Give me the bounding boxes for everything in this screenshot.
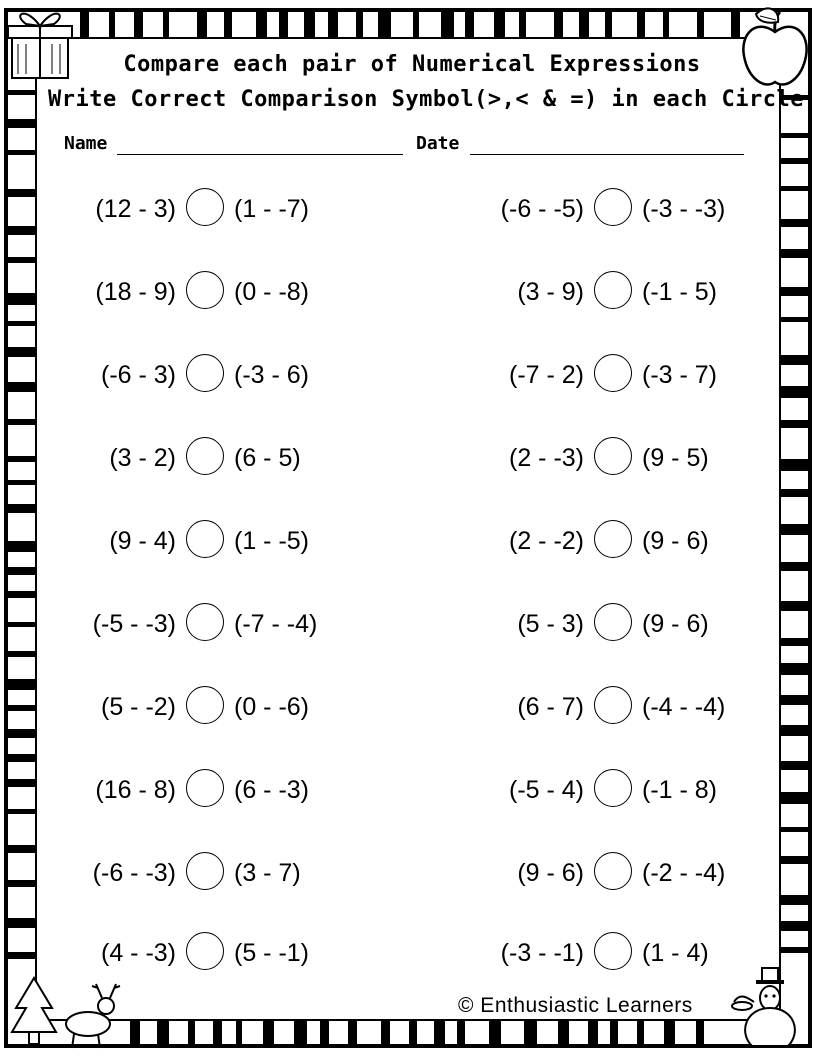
- border-stripe: [263, 1021, 274, 1044]
- left-expression: (5 - -2): [101, 693, 176, 721]
- answer-circle[interactable]: [594, 686, 632, 724]
- border-stripe: [236, 1021, 242, 1044]
- right-expression: (0 - -6): [234, 693, 309, 721]
- border-stripe: [781, 663, 808, 675]
- border-stripe: [781, 638, 808, 646]
- border-stripe: [294, 1021, 307, 1044]
- border-stripe: [381, 1021, 390, 1044]
- border-stripe: [637, 1021, 644, 1044]
- answer-circle[interactable]: [594, 271, 632, 309]
- border-stripe: [605, 12, 612, 37]
- border-stripe: [356, 12, 363, 37]
- answer-circle[interactable]: [594, 932, 632, 970]
- border-stripe: [494, 12, 505, 37]
- right-expression: (0 - -8): [234, 278, 309, 306]
- name-field[interactable]: [117, 154, 403, 155]
- problem-item: [60, 686, 360, 728]
- border-stripe: [781, 695, 808, 705]
- border-stripe: [663, 12, 669, 37]
- border-stripe: [130, 1021, 140, 1044]
- border-stripe: [8, 622, 35, 627]
- border-stripe: [279, 12, 288, 37]
- left-expression: (-6 - -5): [500, 195, 584, 223]
- border-stripe: [197, 12, 207, 37]
- border-stripe: [134, 12, 143, 37]
- border-stripe: [781, 459, 808, 471]
- right-expression: (-3 - 6): [234, 361, 309, 389]
- border-stripe: [8, 119, 35, 128]
- right-expression: (-4 - -4): [642, 693, 726, 721]
- border-stripe: [8, 293, 35, 305]
- problem-item: [60, 852, 360, 894]
- left-expression: (16 - 8): [95, 776, 176, 804]
- problem-item: [420, 686, 760, 728]
- left-expression: (5 - 3): [517, 610, 584, 638]
- answer-circle[interactable]: [186, 520, 224, 558]
- answer-circle[interactable]: [594, 188, 632, 226]
- border-stripe: [8, 541, 35, 552]
- border-stripe: [8, 880, 35, 887]
- border-stripe: [489, 1021, 501, 1044]
- left-expression: (2 - -2): [509, 527, 584, 555]
- border-stripe: [8, 729, 35, 738]
- border-stripe: [8, 809, 35, 814]
- answer-circle[interactable]: [186, 932, 224, 970]
- answer-circle[interactable]: [186, 354, 224, 392]
- border-stripe: [637, 12, 645, 37]
- border-stripe: [781, 921, 808, 931]
- right-expression: (6 - -3): [234, 776, 309, 804]
- date-label: Date: [416, 133, 460, 154]
- problem-item: [420, 188, 760, 230]
- border-stripe: [457, 1021, 465, 1044]
- right-expression: (1 - 4): [642, 939, 709, 967]
- border-stripe: [781, 158, 808, 164]
- border-stripe: [781, 355, 808, 365]
- border-stripe: [320, 1021, 329, 1044]
- border-stripe: [588, 1021, 598, 1044]
- border-stripe: [8, 226, 35, 235]
- border-stripe: [8, 150, 35, 155]
- right-expression: (9 - 6): [642, 527, 709, 555]
- left-expression: (-6 - -3): [92, 859, 176, 887]
- border-stripe: [610, 1021, 618, 1044]
- border-stripe: [781, 249, 808, 258]
- problem-item: [420, 932, 760, 974]
- right-expression: (-3 - 7): [642, 361, 717, 389]
- border-stripe: [781, 895, 808, 905]
- border-stripe: [8, 257, 35, 263]
- problem-item: [420, 769, 760, 811]
- answer-circle[interactable]: [594, 354, 632, 392]
- border-stripe: [781, 725, 808, 736]
- border-stripe: [8, 845, 35, 853]
- name-label: Name: [64, 133, 108, 154]
- border-stripe: [256, 12, 267, 37]
- border-stripe: [8, 382, 35, 392]
- apple-icon: [736, 4, 814, 92]
- answer-circle[interactable]: [186, 603, 224, 641]
- border-stripe: [8, 918, 35, 928]
- border-stripe: [224, 12, 232, 37]
- border-stripe: [109, 12, 115, 37]
- problem-item: [60, 271, 360, 313]
- problem-item: [420, 520, 760, 562]
- problem-item: [60, 769, 360, 811]
- border-stripe: [163, 12, 169, 37]
- border-stripe: [8, 779, 35, 787]
- border-stripe: [781, 219, 808, 227]
- border-stripe: [8, 591, 35, 598]
- date-field[interactable]: [470, 154, 744, 155]
- right-expression: (-2 - -4): [642, 859, 726, 887]
- border-stripe: [781, 947, 808, 953]
- copyright-text: © Enthusiastic Learners: [458, 994, 693, 1017]
- border-stripe: [519, 12, 526, 37]
- border-stripe: [781, 420, 808, 428]
- answer-circle[interactable]: [594, 520, 632, 558]
- border-stripe: [213, 1021, 222, 1044]
- border-stripe: [8, 189, 35, 197]
- right-expression: (-7 - -4): [234, 610, 318, 638]
- border-stripe: [664, 1021, 675, 1044]
- border-stripe: [781, 489, 808, 497]
- title-line-1: Compare each pair of Numerical Expressions: [123, 52, 701, 77]
- border-stripe: [157, 1021, 169, 1044]
- title-line-2: Write Correct Comparison Symbol(>,< & =) in each Circle: [48, 87, 804, 112]
- border-stripe: [781, 761, 808, 770]
- left-expression: (4 - -3): [101, 939, 176, 967]
- border-stripe: [8, 504, 35, 513]
- left-expression: (-6 - 3): [101, 361, 176, 389]
- border-stripe: [781, 317, 808, 322]
- right-expression: (9 - 5): [642, 444, 709, 472]
- problem-item: [420, 437, 760, 479]
- right-expression: (1 - -7): [234, 195, 309, 223]
- border-stripe: [8, 347, 35, 357]
- border-stripe: [8, 321, 35, 326]
- border-stripe: [697, 12, 704, 37]
- right-expression: (-3 - -3): [642, 195, 726, 223]
- problem-item: [60, 188, 360, 230]
- right-expression: (5 - -1): [234, 939, 309, 967]
- left-expression: (-3 - -1): [500, 939, 584, 967]
- problem-item: [420, 603, 760, 645]
- border-stripe: [781, 524, 808, 535]
- answer-circle[interactable]: [186, 686, 224, 724]
- left-expression: (3 - 2): [109, 444, 176, 472]
- left-expression: (6 - 7): [517, 693, 584, 721]
- left-expression: (-7 - 2): [509, 361, 584, 389]
- border-stripe: [8, 952, 35, 959]
- answer-circle[interactable]: [594, 437, 632, 475]
- problem-item: [420, 354, 760, 396]
- border-stripe: [465, 12, 474, 37]
- left-expression: (9 - 6): [517, 859, 584, 887]
- border-stripe: [348, 1021, 357, 1044]
- border-stripe: [8, 567, 35, 575]
- problem-item: [60, 354, 360, 396]
- border-stripe: [781, 386, 808, 398]
- left-expression: (-5 - -3): [92, 610, 176, 638]
- left-expression: (18 - 9): [95, 278, 176, 306]
- border-stripe: [8, 480, 35, 485]
- border-stripe: [304, 12, 315, 37]
- answer-circle[interactable]: [594, 603, 632, 641]
- answer-circle[interactable]: [594, 852, 632, 890]
- border-stripe: [696, 1021, 704, 1044]
- border-stripe: [434, 1021, 445, 1044]
- right-expression: (6 - 5): [234, 444, 301, 472]
- left-expression: (-5 - 4): [509, 776, 584, 804]
- problem-item: [60, 520, 360, 562]
- right-expression: (1 - -5): [234, 527, 309, 555]
- answer-circle[interactable]: [186, 437, 224, 475]
- problem-item: [60, 932, 360, 974]
- border-stripe: [781, 287, 808, 296]
- border-stripe: [524, 1021, 537, 1044]
- border-stripe: [781, 133, 808, 138]
- right-expression: (3 - 7): [234, 859, 301, 887]
- border-stripe: [8, 651, 35, 657]
- border-stripe: [579, 12, 589, 37]
- border-stripe: [8, 754, 35, 762]
- left-expression: (9 - 4): [109, 527, 176, 555]
- problem-item: [420, 271, 760, 313]
- right-expression: (-1 - 5): [642, 278, 717, 306]
- border-stripe: [554, 12, 563, 37]
- problem-item: [60, 603, 360, 645]
- left-expression: (3 - 9): [517, 278, 584, 306]
- border-stripe: [781, 601, 808, 611]
- border-stripe: [328, 12, 338, 37]
- border-stripe: [781, 856, 808, 864]
- problem-item: [60, 437, 360, 479]
- border-stripe: [8, 419, 35, 425]
- border-stripe: [413, 12, 419, 37]
- border-stripe: [781, 562, 808, 571]
- right-expression: (9 - 6): [642, 610, 709, 638]
- border-stripe: [441, 12, 454, 37]
- border-stripe: [8, 679, 35, 690]
- left-expression: (12 - 3): [95, 195, 176, 223]
- border-stripe: [8, 456, 35, 462]
- left-expression: (2 - -3): [509, 444, 584, 472]
- border-stripe: [80, 12, 89, 37]
- turkey-pilgrim-icon: [728, 962, 814, 1052]
- border-stripe: [409, 1021, 417, 1044]
- border-stripe: [781, 792, 808, 804]
- border-stripe: [558, 1021, 569, 1044]
- answer-circle[interactable]: [594, 769, 632, 807]
- border-stripe: [8, 705, 35, 711]
- problem-item: [420, 852, 760, 894]
- answer-circle[interactable]: [186, 769, 224, 807]
- answer-circle[interactable]: [186, 188, 224, 226]
- border-stripe: [188, 1021, 195, 1044]
- tree-reindeer-icon: [8, 972, 126, 1052]
- border-stripe: [378, 12, 391, 37]
- border-stripe: [781, 186, 808, 191]
- border-stripe: [781, 827, 808, 832]
- answer-circle[interactable]: [186, 271, 224, 309]
- right-expression: (-1 - 8): [642, 776, 717, 804]
- answer-circle[interactable]: [186, 852, 224, 890]
